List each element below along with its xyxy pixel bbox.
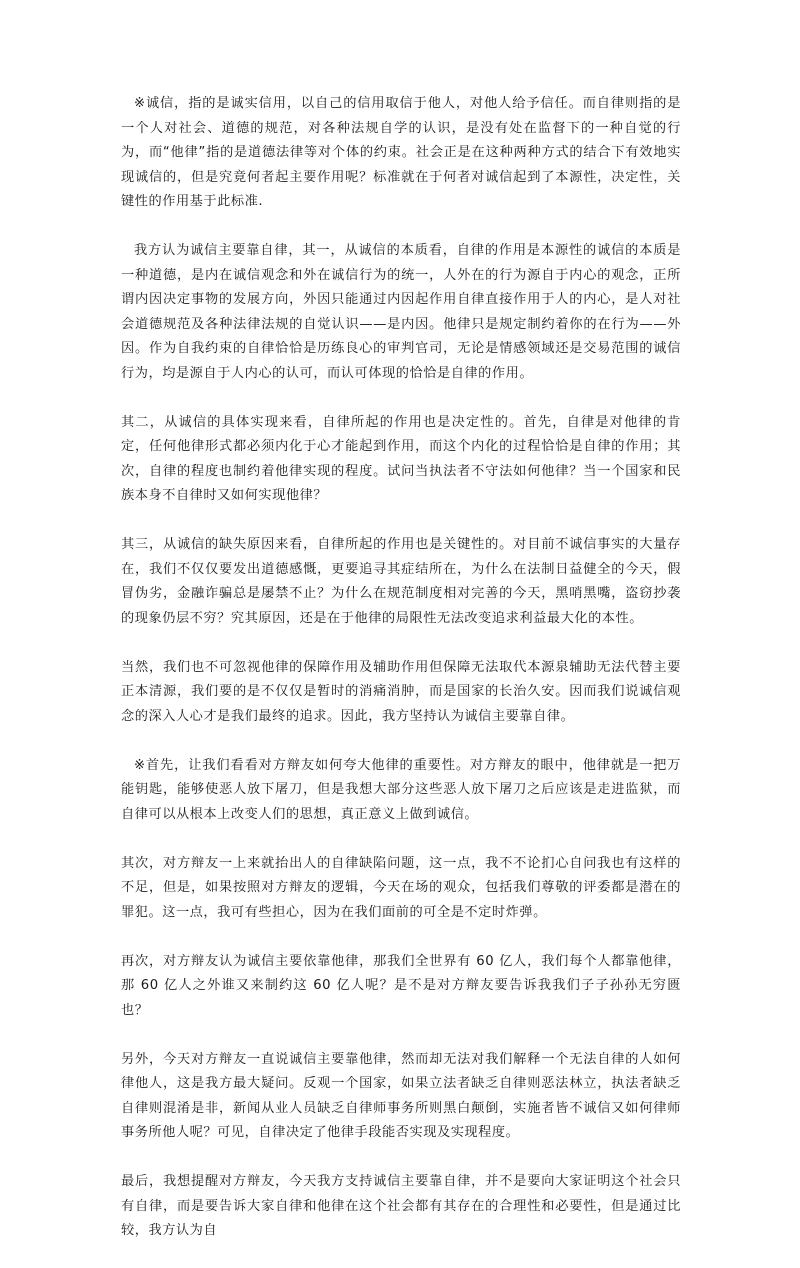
paragraph-rebuttal-second: 其次，对方辩友一上来就抬出人的自律缺陷问题，这一点，我不不论扪心自问我也有这样的不足，但是，如果按照对方辩友的逻辑，今天在场的观众，包括我们尊敬的评委都是潜在的罪犯。这一点，我可有些担心，因为在我们面前的可全是不定时炸弹。: [121, 855, 681, 920]
paragraph-rebuttal-also: 另外，今天对方辩友一直说诚信主要靠他律，然而却无法对我们解释一个无法自律的人如何律他人，这是我方最大疑问。反观一个国家，如果立法者缺乏自律则恶法林立，执法者缺乏自律则混淆是非，新闻从业人员缺乏自律师事务所则黑白颠倒，实施者皆不诚信又如何律师事务所他人呢？可见，自律决定了他律手段能否实现及实现程度。: [121, 1051, 681, 1140]
paragraph-rebuttal-first: ※首先，让我们看看对方辩友如何夸大他律的重要性。对方辩友的眼中，他律就是一把万能钥匙，能够使恶人放下屠刀，但是我想大部分这些恶人放下屠刀之后应该是走进监狱，而自律可以从根本上改变人们的思想，真正意义上做到诚信。: [121, 757, 681, 822]
paragraph-definition: ※诚信，指的是诚实信用，以自己的信用取信于他人，对他人给予信任。而自律则指的是一个人对社会、道德的规范，对各种法规自学的认识，是没有处在监督下的一种自觉的行为，而“他律”指的是道德法律等对个体的约束。社会正是在这种两种方式的结合下有效地实现诚信的，但是究竟何者起主要作用呢？标准就在于何者对诚信起到了本源性，决定性，关键性的作用基于此标准.: [121, 96, 681, 209]
paragraph-rebuttal-final: 最后，我想提醒对方辩友，今天我方支持诚信主要靠自律，并不是要向大家证明这个社会只有自律，而是要告诉大家自律和他律在这个社会都有其存在的合理性和必要性，但是通过比较，我方认为自: [121, 1174, 681, 1238]
paragraph-point-three: 其三，从诚信的缺失原因来看，自律所起的作用也是关键性的。对目前不诚信事实的大量存在，我们不仅仅要发出道德感慨，更要追寻其症结所在，为什么在法制日益健全的今天，假冒伪劣，金融诈骗总是屡禁不止？为什么在规范制度相对完善的今天，黑哨黑嘴，盗窃抄袭的现象仍层不穷？究其原因，还是在于他律的局限性无法改变追求利益最大化的本性。: [121, 537, 681, 626]
paragraph-rebuttal-third: 再次，对方辩友认为诚信主要依靠他律，那我们全世界有 60 亿人，我们每个人都靠他律，那 60 亿人之外谁又来制约这 60 亿人呢？是不是对方辩友要告诉我我们子子孙孙无穷匮也？: [121, 953, 681, 1018]
paragraph-conclusion: 当然，我们也不可忽视他律的保障作用及辅助作用但保障无法取代本源泉辅助无法代替主要正本清源，我们要的是不仅仅是暂时的消痛消肿，而是国家的长治久安。因而我们说诚信观念的深入人心才是我们最终的追求。因此，我方坚持认为诚信主要靠自律。: [121, 659, 681, 724]
document-body: [121, 92, 681, 1268]
paragraph-point-two: 其二，从诚信的具体实现来看，自律所起的作用也是决定性的。首先，自律是对他律的肯定，任何他律形式都必须内化于心才能起到作用，而这个内化的过程恰恰是自律的作用；其次，自律的程度也制约着他律实现的程度。试问当执法者不守法如何他律？当一个国家和民族本身不自律时又如何实现他律？: [121, 414, 681, 503]
paragraph-point-one: 我方认为诚信主要靠自律，其一，从诚信的本质看，自律的作用是本源性的诚信的本质是一种道德，是内在诚信观念和外在诚信行为的统一，人外在的行为源自于内心的观念，正所谓内因决定事物的发展方向，外因只能通过内因起作用自律直接作用于人的内心，是人对社会道德规范及各种法律法规的自觉认识——是内因。他律只是规定制约着你的在行为——外因。作为自我约束的自律恰恰是历练良心的审判官司，无论是情感领域还是交易范围的诚信行为，均是源自于人内心的认可，而认可体现的恰恰是自律的作用。: [121, 243, 681, 381]
